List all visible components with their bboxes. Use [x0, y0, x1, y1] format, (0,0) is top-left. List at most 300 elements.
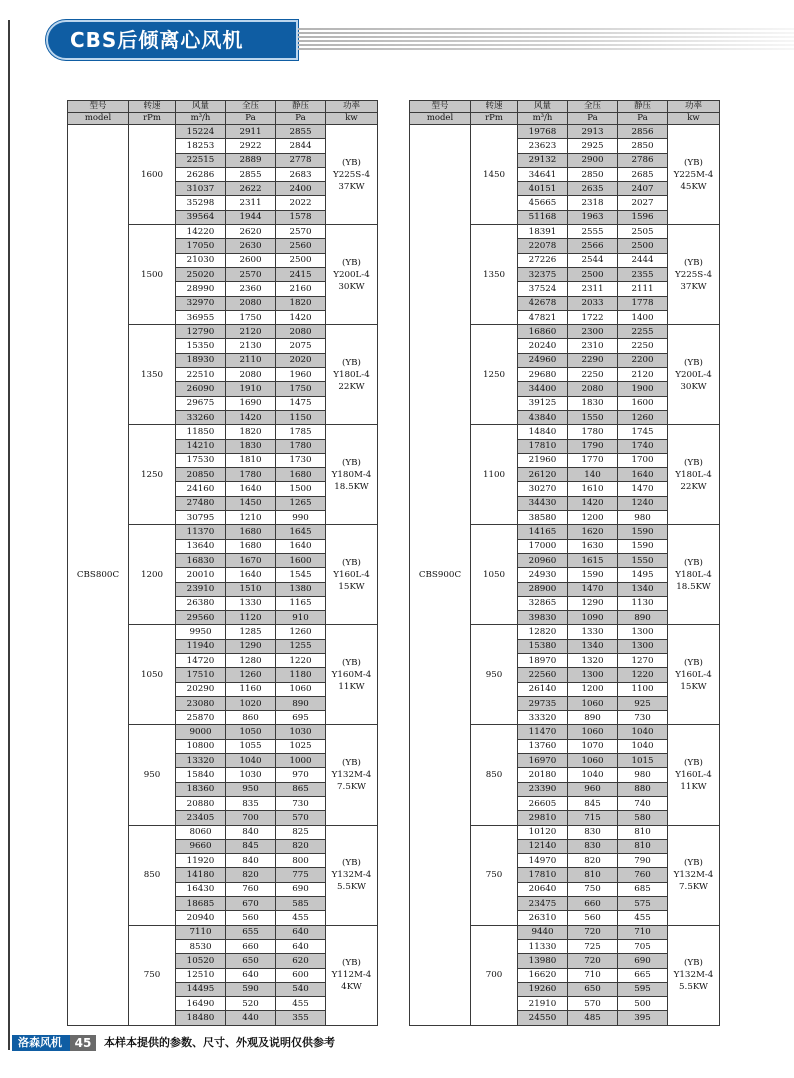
static-pressure-cell: 455 [276, 997, 326, 1011]
static-pressure-cell: 2683 [276, 167, 326, 181]
static-pressure-cell: 1100 [618, 682, 668, 696]
airflow-cell: 16620 [518, 968, 568, 982]
airflow-cell: 28990 [176, 282, 226, 296]
airflow-cell: 26380 [176, 596, 226, 610]
static-pressure-cell: 1750 [276, 382, 326, 396]
rpm-cell: 1050 [471, 525, 518, 625]
rpm-cell: 1250 [471, 325, 518, 425]
total-pressure-cell: 1830 [568, 396, 618, 410]
total-pressure-cell: 2110 [226, 353, 276, 367]
motor-power-line: (YB) [684, 958, 703, 969]
total-pressure-cell: 2311 [226, 196, 276, 210]
airflow-cell: 39564 [176, 210, 226, 224]
static-pressure-cell: 2027 [618, 196, 668, 210]
rpm-cell: 1250 [129, 425, 176, 525]
airflow-cell: 34641 [518, 167, 568, 181]
static-pressure-cell: 2120 [618, 368, 668, 382]
static-pressure-cell: 1255 [276, 639, 326, 653]
total-pressure-cell: 440 [226, 1011, 276, 1025]
motor-power-line: 11KW [338, 681, 365, 692]
airflow-cell: 32970 [176, 296, 226, 310]
airflow-cell: 29675 [176, 396, 226, 410]
motor-power-line: 4KW [341, 982, 362, 993]
motor-power-line: Y180L-4 [675, 469, 712, 480]
airflow-cell: 20180 [518, 768, 568, 782]
total-pressure-cell: 1830 [226, 439, 276, 453]
static-pressure-cell: 1220 [276, 653, 326, 667]
airflow-cell: 14720 [176, 653, 226, 667]
total-pressure-cell: 1610 [568, 482, 618, 496]
airflow-cell: 17810 [518, 439, 568, 453]
airflow-cell: 17810 [518, 868, 568, 882]
column-unit: model [68, 113, 129, 125]
total-pressure-cell: 2311 [568, 282, 618, 296]
total-pressure-cell: 700 [226, 811, 276, 825]
airflow-cell: 33320 [518, 711, 568, 725]
header-row-units [410, 113, 720, 125]
motor-power-line: Y132M-4 [673, 970, 714, 981]
airflow-cell: 26090 [176, 382, 226, 396]
total-pressure-cell: 1330 [568, 625, 618, 639]
total-pressure-cell: 2310 [568, 339, 618, 353]
total-pressure-cell: 1420 [568, 496, 618, 510]
static-pressure-cell: 1778 [618, 296, 668, 310]
static-pressure-cell: 1165 [276, 596, 326, 610]
airflow-cell: 18480 [176, 1011, 226, 1025]
total-pressure-cell: 670 [226, 897, 276, 911]
total-pressure-cell: 2620 [226, 225, 276, 239]
static-pressure-cell: 1645 [276, 525, 326, 539]
total-pressure-cell: 725 [568, 939, 618, 953]
static-pressure-cell: 1600 [618, 396, 668, 410]
motor-power-cell [668, 925, 720, 1025]
column-unit: kw [326, 113, 378, 125]
airflow-cell: 19768 [518, 125, 568, 139]
static-pressure-cell: 1590 [618, 539, 668, 553]
airflow-cell: 29132 [518, 153, 568, 167]
airflow-cell: 11920 [176, 854, 226, 868]
motor-power-line: 18.5KW [676, 581, 711, 592]
total-pressure-cell: 1790 [568, 439, 618, 453]
airflow-cell: 38580 [518, 511, 568, 525]
motor-power-line: 30KW [680, 381, 707, 392]
total-pressure-cell: 860 [226, 711, 276, 725]
total-pressure-cell: 2850 [568, 167, 618, 181]
airflow-cell: 22560 [518, 668, 568, 682]
total-pressure-cell: 1210 [226, 511, 276, 525]
airflow-cell: 22515 [176, 153, 226, 167]
total-pressure-cell: 1290 [568, 596, 618, 610]
total-pressure-cell: 1450 [226, 496, 276, 510]
static-pressure-cell: 1400 [618, 310, 668, 324]
static-pressure-cell: 690 [618, 954, 668, 968]
header-row-names [410, 101, 720, 113]
airflow-cell: 12510 [176, 968, 226, 982]
static-pressure-cell: 1596 [618, 210, 668, 224]
total-pressure-cell: 1260 [226, 668, 276, 682]
airflow-cell: 13320 [176, 754, 226, 768]
total-pressure-cell: 2855 [226, 167, 276, 181]
motor-power-line: Y132M-4 [331, 870, 372, 881]
static-pressure-cell: 740 [618, 796, 668, 810]
motor-power-line: 22KW [338, 381, 365, 392]
total-pressure-cell: 840 [226, 825, 276, 839]
title-stripes [298, 28, 794, 54]
airflow-cell: 23623 [518, 139, 568, 153]
static-pressure-cell: 455 [618, 911, 668, 925]
motor-power-line: (YB) [342, 557, 361, 568]
static-pressure-cell: 730 [276, 796, 326, 810]
total-pressure-cell: 2080 [226, 296, 276, 310]
rpm-cell: 750 [471, 825, 518, 925]
airflow-cell: 16490 [176, 997, 226, 1011]
airflow-cell: 26140 [518, 682, 568, 696]
airflow-cell: 37524 [518, 282, 568, 296]
airflow-cell: 17530 [176, 453, 226, 467]
airflow-cell: 32865 [518, 596, 568, 610]
total-pressure-cell: 1055 [226, 739, 276, 753]
motor-power-line: (YB) [342, 457, 361, 468]
airflow-cell: 27480 [176, 496, 226, 510]
column-unit: Pa [276, 113, 326, 125]
motor-power-line: 7.5KW [679, 882, 708, 893]
column-unit: Pa [568, 113, 618, 125]
static-pressure-cell: 1640 [618, 468, 668, 482]
total-pressure-cell: 1910 [226, 382, 276, 396]
total-pressure-cell: 1780 [568, 425, 618, 439]
airflow-cell: 20290 [176, 682, 226, 696]
static-pressure-cell: 730 [618, 711, 668, 725]
static-pressure-cell: 1180 [276, 668, 326, 682]
motor-power-line: Y112M-4 [331, 970, 372, 981]
column-header: 风量 [518, 101, 568, 113]
total-pressure-cell: 1620 [568, 525, 618, 539]
static-pressure-cell: 2250 [618, 339, 668, 353]
static-pressure-cell: 620 [276, 954, 326, 968]
airflow-cell: 16970 [518, 754, 568, 768]
airflow-cell: 7110 [176, 925, 226, 939]
column-unit: m³/h [176, 113, 226, 125]
airflow-cell: 10520 [176, 954, 226, 968]
motor-power-line: Y200L-4 [333, 269, 370, 280]
static-pressure-cell: 1260 [618, 410, 668, 424]
static-pressure-cell: 1820 [276, 296, 326, 310]
static-pressure-cell: 2685 [618, 167, 668, 181]
rpm-cell: 1450 [471, 125, 518, 225]
total-pressure-cell: 1070 [568, 739, 618, 753]
airflow-cell: 18253 [176, 139, 226, 153]
total-pressure-cell: 830 [568, 825, 618, 839]
total-pressure-cell: 1590 [568, 568, 618, 582]
total-pressure-cell: 2318 [568, 196, 618, 210]
airflow-cell: 12820 [518, 625, 568, 639]
motor-power-line: (YB) [684, 357, 703, 368]
footer-note: 本样本提供的参数、尺寸、外观及说明仅供参考 [104, 1036, 335, 1049]
static-pressure-cell: 1420 [276, 310, 326, 324]
airflow-cell: 17050 [176, 239, 226, 253]
rpm-cell: 1500 [129, 225, 176, 325]
column-header: 型号 [68, 101, 129, 113]
total-pressure-cell: 840 [226, 854, 276, 868]
static-pressure-cell: 2075 [276, 339, 326, 353]
airflow-cell: 14220 [176, 225, 226, 239]
airflow-cell: 9950 [176, 625, 226, 639]
airflow-cell: 18685 [176, 897, 226, 911]
airflow-cell: 33260 [176, 410, 226, 424]
airflow-cell: 28900 [518, 582, 568, 596]
airflow-cell: 24930 [518, 568, 568, 582]
static-pressure-cell: 1025 [276, 739, 326, 753]
airflow-cell: 22510 [176, 368, 226, 382]
column-header: 静压 [618, 101, 668, 113]
static-pressure-cell: 810 [618, 839, 668, 853]
airflow-cell: 42678 [518, 296, 568, 310]
airflow-cell: 14165 [518, 525, 568, 539]
total-pressure-cell: 1722 [568, 310, 618, 324]
static-pressure-cell: 1900 [618, 382, 668, 396]
airflow-cell: 14210 [176, 439, 226, 453]
airflow-cell: 20850 [176, 468, 226, 482]
static-pressure-cell: 2850 [618, 139, 668, 153]
airflow-cell: 45665 [518, 196, 568, 210]
airflow-cell: 29810 [518, 811, 568, 825]
airflow-cell: 14495 [176, 982, 226, 996]
static-pressure-cell: 1550 [618, 553, 668, 567]
total-pressure-cell: 2622 [226, 182, 276, 196]
static-pressure-cell: 2080 [276, 325, 326, 339]
motor-power-cell [668, 125, 720, 225]
airflow-cell: 15380 [518, 639, 568, 653]
airflow-cell: 25020 [176, 267, 226, 281]
total-pressure-cell: 1810 [226, 453, 276, 467]
total-pressure-cell: 2889 [226, 153, 276, 167]
total-pressure-cell: 650 [226, 954, 276, 968]
total-pressure-cell: 845 [226, 839, 276, 853]
static-pressure-cell: 1040 [618, 725, 668, 739]
page-title: CBS后倾离心风机 [46, 20, 298, 60]
column-header: 静压 [276, 101, 326, 113]
motor-power-line: (YB) [684, 758, 703, 768]
total-pressure-cell: 1120 [226, 611, 276, 625]
airflow-cell: 29735 [518, 696, 568, 710]
airflow-cell: 20940 [176, 911, 226, 925]
static-pressure-cell: 2160 [276, 282, 326, 296]
static-pressure-cell: 790 [618, 854, 668, 868]
static-pressure-cell: 910 [276, 611, 326, 625]
total-pressure-cell: 1470 [568, 582, 618, 596]
total-pressure-cell: 1640 [226, 482, 276, 496]
total-pressure-cell: 1330 [226, 596, 276, 610]
static-pressure-cell: 2570 [276, 225, 326, 239]
static-pressure-cell: 1740 [618, 439, 668, 453]
table-header [410, 101, 720, 125]
total-pressure-cell: 1200 [568, 511, 618, 525]
total-pressure-cell: 660 [568, 897, 618, 911]
total-pressure-cell: 1420 [226, 410, 276, 424]
static-pressure-cell: 2022 [276, 196, 326, 210]
total-pressure-cell: 2544 [568, 253, 618, 267]
motor-power-line: 30KW [338, 281, 365, 292]
total-pressure-cell: 1060 [568, 725, 618, 739]
static-pressure-cell: 980 [618, 768, 668, 782]
static-pressure-cell: 1040 [618, 739, 668, 753]
static-pressure-cell: 775 [276, 868, 326, 882]
motor-power-cell [326, 125, 378, 225]
model-cell: CBS800C [68, 125, 129, 1026]
total-pressure-cell: 1060 [568, 696, 618, 710]
total-pressure-cell: 1300 [568, 668, 618, 682]
airflow-cell: 18391 [518, 225, 568, 239]
static-pressure-cell: 1130 [618, 596, 668, 610]
rpm-cell: 750 [129, 925, 176, 1025]
static-pressure-cell: 705 [618, 939, 668, 953]
total-pressure-cell: 820 [226, 868, 276, 882]
spec-table-cbs800c [67, 100, 378, 1026]
airflow-cell: 30795 [176, 511, 226, 525]
static-pressure-cell: 980 [618, 511, 668, 525]
airflow-cell: 27226 [518, 253, 568, 267]
total-pressure-cell: 1690 [226, 396, 276, 410]
airflow-cell: 9660 [176, 839, 226, 853]
total-pressure-cell: 1944 [226, 210, 276, 224]
airflow-cell: 9440 [518, 925, 568, 939]
total-pressure-cell: 1615 [568, 553, 618, 567]
static-pressure-cell: 2407 [618, 182, 668, 196]
airflow-cell: 15840 [176, 768, 226, 782]
total-pressure-cell: 2250 [568, 368, 618, 382]
static-pressure-cell: 2400 [276, 182, 326, 196]
motor-power-line: (YB) [684, 557, 703, 568]
motor-power-line: (YB) [684, 157, 703, 168]
column-header: 转速 [129, 101, 176, 113]
motor-power-line: 11KW [680, 782, 707, 792]
airflow-cell: 16860 [518, 325, 568, 339]
static-pressure-cell: 1700 [618, 453, 668, 467]
motor-power-cell [326, 425, 378, 525]
airflow-cell: 22078 [518, 239, 568, 253]
motor-power-line: Y160L-4 [675, 669, 712, 680]
airflow-cell: 17510 [176, 668, 226, 682]
static-pressure-cell: 600 [276, 968, 326, 982]
static-pressure-cell: 1260 [276, 625, 326, 639]
airflow-cell: 39830 [518, 611, 568, 625]
total-pressure-cell: 1770 [568, 453, 618, 467]
total-pressure-cell: 640 [226, 968, 276, 982]
airflow-cell: 14180 [176, 868, 226, 882]
static-pressure-cell: 865 [276, 782, 326, 796]
airflow-cell: 11370 [176, 525, 226, 539]
model-cell: CBS900C [410, 125, 471, 1026]
airflow-cell: 34430 [518, 496, 568, 510]
total-pressure-cell: 520 [226, 997, 276, 1011]
motor-power-cell [668, 325, 720, 425]
motor-power-cell [326, 525, 378, 625]
rpm-cell: 950 [471, 625, 518, 725]
table-body [410, 125, 720, 1026]
table-body [68, 125, 378, 1026]
airflow-cell: 21030 [176, 253, 226, 267]
motor-power-line: 5.5KW [337, 882, 366, 893]
static-pressure-cell: 1240 [618, 496, 668, 510]
total-pressure-cell: 1510 [226, 582, 276, 596]
airflow-cell: 13640 [176, 539, 226, 553]
motor-power-line: (YB) [684, 858, 703, 869]
motor-power-line: 22KW [680, 481, 707, 492]
total-pressure-cell: 560 [226, 911, 276, 925]
motor-power-line: Y160M-4 [331, 669, 372, 680]
motor-power-line: 15KW [680, 681, 707, 692]
motor-power-cell [326, 725, 378, 825]
total-pressure-cell: 2300 [568, 325, 618, 339]
motor-power-cell [668, 225, 720, 325]
airflow-cell: 47821 [518, 310, 568, 324]
static-pressure-cell: 880 [618, 782, 668, 796]
static-pressure-cell: 585 [276, 897, 326, 911]
motor-power-line: Y180L-4 [333, 369, 370, 380]
motor-power-line: Y160L-4 [675, 770, 712, 780]
total-pressure-cell: 1160 [226, 682, 276, 696]
motor-power-line: Y160L-4 [333, 569, 370, 580]
airflow-cell: 24550 [518, 1011, 568, 1025]
table-row [68, 125, 378, 139]
motor-power-line: 7.5KW [337, 782, 366, 792]
static-pressure-cell: 2500 [618, 239, 668, 253]
static-pressure-cell: 640 [276, 939, 326, 953]
static-pressure-cell: 1030 [276, 725, 326, 739]
column-header: 风量 [176, 101, 226, 113]
static-pressure-cell: 1150 [276, 410, 326, 424]
static-pressure-cell: 595 [618, 982, 668, 996]
total-pressure-cell: 1200 [568, 682, 618, 696]
total-pressure-cell: 485 [568, 1011, 618, 1025]
table-row [410, 125, 720, 139]
airflow-cell: 8060 [176, 825, 226, 839]
total-pressure-cell: 710 [568, 968, 618, 982]
motor-power-line: Y225S-4 [332, 169, 371, 180]
airflow-cell: 18970 [518, 653, 568, 667]
motor-power-line: 37KW [680, 281, 707, 292]
static-pressure-cell: 1265 [276, 496, 326, 510]
column-unit: model [410, 113, 471, 125]
motor-power-line: (YB) [342, 858, 361, 869]
airflow-cell: 23080 [176, 696, 226, 710]
column-header: 全压 [568, 101, 618, 113]
column-unit: rPm [129, 113, 176, 125]
total-pressure-cell: 890 [568, 711, 618, 725]
static-pressure-cell: 1500 [276, 482, 326, 496]
static-pressure-cell: 2111 [618, 282, 668, 296]
airflow-cell: 23405 [176, 811, 226, 825]
total-pressure-cell: 1060 [568, 754, 618, 768]
rpm-cell: 1050 [129, 625, 176, 725]
static-pressure-cell: 2255 [618, 325, 668, 339]
motor-power-line: 15KW [338, 581, 365, 592]
airflow-cell: 29680 [518, 368, 568, 382]
airflow-cell: 16430 [176, 882, 226, 896]
airflow-cell: 26310 [518, 911, 568, 925]
header-row-units [68, 113, 378, 125]
airflow-cell: 16830 [176, 553, 226, 567]
total-pressure-cell: 1780 [226, 468, 276, 482]
static-pressure-cell: 1730 [276, 453, 326, 467]
rpm-cell: 850 [471, 725, 518, 825]
column-header: 全压 [226, 101, 276, 113]
rpm-cell: 950 [129, 725, 176, 825]
airflow-cell: 51168 [518, 210, 568, 224]
static-pressure-cell: 640 [276, 925, 326, 939]
column-header: 转速 [471, 101, 518, 113]
static-pressure-cell: 2778 [276, 153, 326, 167]
